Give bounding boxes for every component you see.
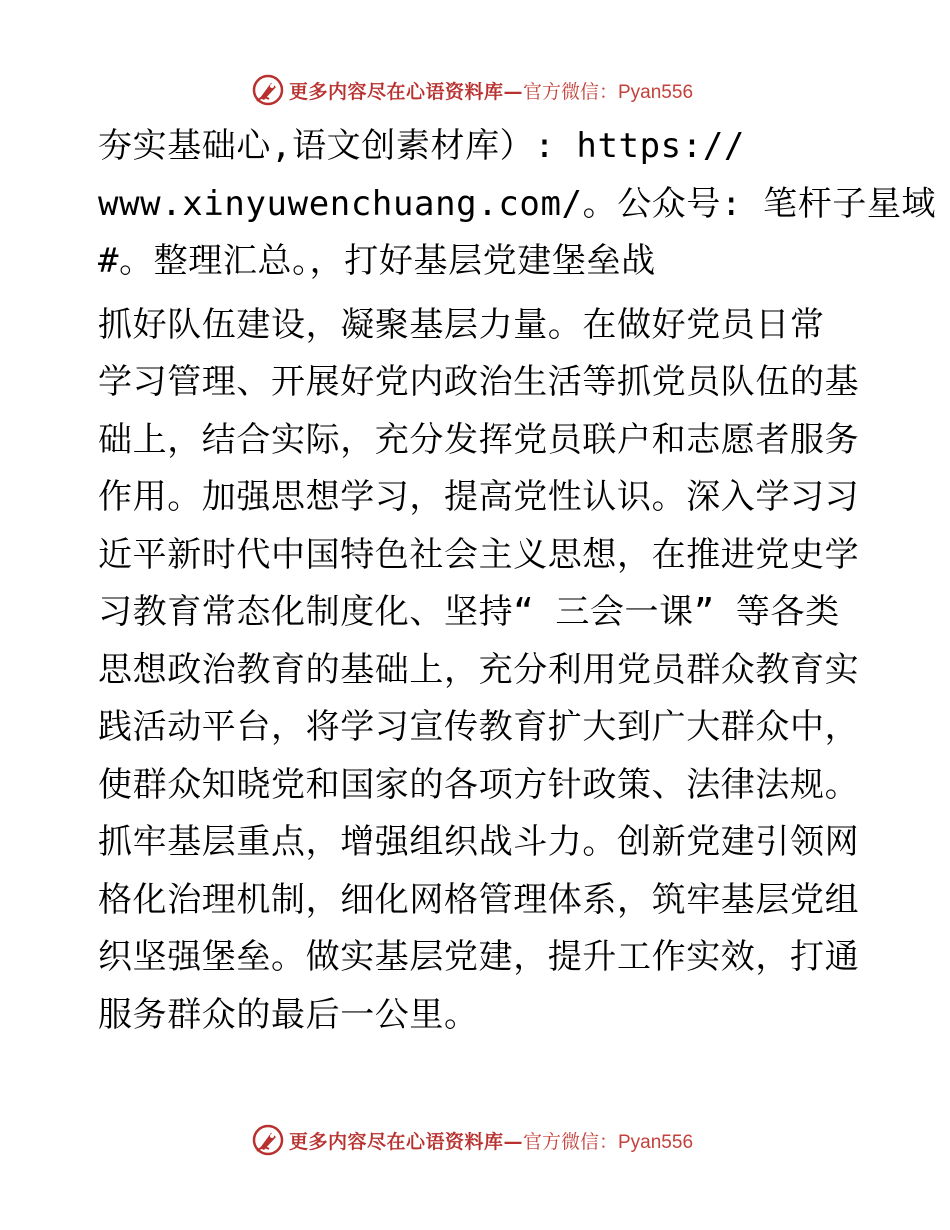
header-watermark-banner — [0, 72, 950, 108]
text-line: 使群众知晓党和国家的各项方针政策、法律法规。 — [98, 764, 860, 805]
text-line: 础上，结合实际，充分发挥党员联户和志愿者服务 — [98, 419, 860, 460]
text-line: 抓牢基层重点，增强组织战斗力。创新党建引领网 — [98, 822, 860, 862]
header-banner-text: 更多内容尽在心语资料库— — [288, 80, 523, 103]
text-line: www.xinyuwenchuang.com/。公众号: 笔杆子星域 — [98, 183, 937, 224]
text-line: 践活动平台，将学习宣传教育扩大到广大群众中， — [98, 707, 860, 747]
text-line: 近平新时代中国特色社会主义思想，在推进党史学 — [98, 534, 860, 575]
pen-nib-icon — [251, 1123, 285, 1157]
text-line: 学习管理、开展好党内政治生活等抓党员队伍的基 — [98, 362, 860, 402]
text-line: 服务群众的最后一公里。 — [98, 994, 479, 1035]
footer-banner-text: 更多内容尽在心语资料库— — [288, 1130, 523, 1153]
paragraph-intro — [98, 118, 937, 291]
footer-banner-contact: 官方微信：Pyan556 — [523, 1131, 694, 1153]
text-line: 思想政治教育的基础上，充分利用党员群众教育实 — [98, 649, 860, 690]
text-line: 抓好队伍建设，凝聚基层力量。在做好党员日常 — [98, 304, 825, 345]
text-line: #。整理汇总。，打好基层党建堡垒战 — [98, 241, 656, 281]
header-banner-contact: 官方微信：Pyan556 — [523, 81, 694, 103]
text-line: 夯实基础心,语文创素材库）: https:// — [98, 126, 745, 166]
text-line: 作用。加强思想学习，提高党性认识。深入学习习 — [98, 477, 860, 517]
document-body — [98, 118, 937, 1044]
text-line: 格化治理机制，细化网格管理体系，筑牢基层党组 — [98, 879, 860, 920]
text-line: 习教育常态化制度化、坚持“ 三会一课” 等各类 — [98, 592, 840, 632]
paragraph-main — [98, 297, 858, 1045]
text-line: 织坚强堡垒。做实基层党建，提升工作实效，打通 — [98, 937, 860, 977]
footer-watermark-banner — [0, 1122, 950, 1158]
pen-nib-icon — [251, 73, 285, 107]
